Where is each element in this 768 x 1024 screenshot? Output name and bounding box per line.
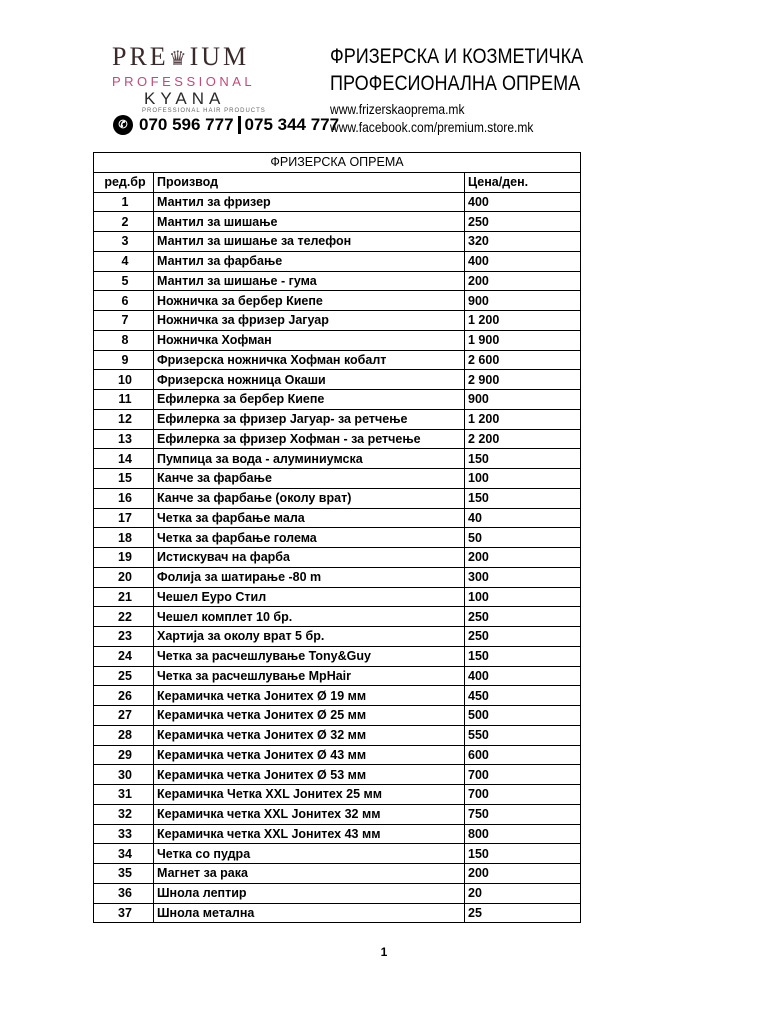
table-row bbox=[94, 232, 581, 252]
row-price: 1 900 bbox=[465, 330, 581, 350]
row-number: 26 bbox=[94, 686, 154, 706]
row-price: 450 bbox=[465, 686, 581, 706]
table-row bbox=[94, 350, 581, 370]
row-price: 200 bbox=[465, 548, 581, 568]
row-number: 25 bbox=[94, 666, 154, 686]
table-row bbox=[94, 291, 581, 311]
table-row bbox=[94, 311, 581, 331]
row-price: 320 bbox=[465, 232, 581, 252]
row-price: 150 bbox=[465, 488, 581, 508]
logo-premium-text: PRE♛IUM bbox=[112, 42, 250, 71]
document-header bbox=[0, 0, 768, 145]
table-row bbox=[94, 567, 581, 587]
row-number: 37 bbox=[94, 903, 154, 923]
row-product: Мантил за шишање - гума bbox=[154, 271, 465, 291]
table-row bbox=[94, 409, 581, 429]
row-product: Фризерска ножница Окаши bbox=[154, 370, 465, 390]
row-product: Четка за фарбање мала bbox=[154, 508, 465, 528]
logo-professional-text: PROFESSIONAL bbox=[112, 74, 256, 89]
crown-icon: ♛ bbox=[168, 48, 190, 70]
row-product: Ножничка Хофман bbox=[154, 330, 465, 350]
row-price: 250 bbox=[465, 627, 581, 647]
row-number: 2 bbox=[94, 212, 154, 232]
table-row bbox=[94, 271, 581, 291]
table-row bbox=[94, 804, 581, 824]
table-row bbox=[94, 449, 581, 469]
table-row bbox=[94, 706, 581, 726]
row-number: 32 bbox=[94, 804, 154, 824]
row-price: 2 200 bbox=[465, 429, 581, 449]
table-row bbox=[94, 429, 581, 449]
row-product: Керамичка четка XXL Јонитех 43 мм bbox=[154, 824, 465, 844]
table-title: ФРИЗЕРСКА ОПРЕМА bbox=[94, 153, 581, 173]
row-number: 27 bbox=[94, 706, 154, 726]
logo-kyana-text: KYANA bbox=[144, 89, 226, 108]
table-row bbox=[94, 844, 581, 864]
row-number: 13 bbox=[94, 429, 154, 449]
row-number: 15 bbox=[94, 469, 154, 489]
table-row bbox=[94, 785, 581, 805]
row-product: Керамичка четка Јонитех Ø 32 мм bbox=[154, 725, 465, 745]
row-product: Четка за фарбање голема bbox=[154, 528, 465, 548]
row-price: 250 bbox=[465, 607, 581, 627]
row-product: Мантил за шишање за телефон bbox=[154, 232, 465, 252]
row-number: 29 bbox=[94, 745, 154, 765]
row-number: 14 bbox=[94, 449, 154, 469]
table-row bbox=[94, 548, 581, 568]
row-number: 22 bbox=[94, 607, 154, 627]
table-row bbox=[94, 646, 581, 666]
table-row bbox=[94, 686, 581, 706]
table-row bbox=[94, 251, 581, 271]
table-row bbox=[94, 587, 581, 607]
table-row bbox=[94, 666, 581, 686]
row-price: 2 600 bbox=[465, 350, 581, 370]
row-product: Мантил за фризер bbox=[154, 192, 465, 212]
row-product: Чешел Еуро Стил bbox=[154, 587, 465, 607]
company-line-1: ФРИЗЕРСКА И КОЗМЕТИЧКА bbox=[330, 45, 584, 68]
row-price: 1 200 bbox=[465, 311, 581, 331]
row-number: 6 bbox=[94, 291, 154, 311]
row-product: Ефилерка за бербер Киепе bbox=[154, 390, 465, 410]
row-product: Ефилерка за фризер Хофман - за ретчење bbox=[154, 429, 465, 449]
table-row bbox=[94, 390, 581, 410]
row-product: Ножничка за бербер Киепе bbox=[154, 291, 465, 311]
row-number: 7 bbox=[94, 311, 154, 331]
row-price: 1 200 bbox=[465, 409, 581, 429]
row-price: 2 900 bbox=[465, 370, 581, 390]
row-product: Керамичка четка Јонитех Ø 43 мм bbox=[154, 745, 465, 765]
premium-logo bbox=[112, 44, 282, 115]
column-header-price: Цена/ден. bbox=[465, 172, 581, 192]
row-price: 300 bbox=[465, 567, 581, 587]
row-price: 200 bbox=[465, 864, 581, 884]
row-product: Пумпица за вода - алуминиумска bbox=[154, 449, 465, 469]
row-product: Керамичка четка Јонитех Ø 19 мм bbox=[154, 686, 465, 706]
row-price: 250 bbox=[465, 212, 581, 232]
table-row bbox=[94, 824, 581, 844]
table-row bbox=[94, 745, 581, 765]
price-table bbox=[93, 152, 581, 923]
table-title-row bbox=[94, 153, 581, 173]
row-price: 800 bbox=[465, 824, 581, 844]
facebook-link[interactable]: www.facebook.com/premium.store.mk bbox=[330, 119, 534, 135]
table-row bbox=[94, 765, 581, 785]
company-line-2: ПРОФЕСИОНАЛНА ОПРЕМА bbox=[330, 72, 581, 95]
table-row bbox=[94, 370, 581, 390]
row-number: 12 bbox=[94, 409, 154, 429]
row-price: 400 bbox=[465, 192, 581, 212]
row-price: 150 bbox=[465, 646, 581, 666]
table-row bbox=[94, 528, 581, 548]
row-price: 700 bbox=[465, 785, 581, 805]
row-number: 11 bbox=[94, 390, 154, 410]
row-product: Фолија за шатирање -80 m bbox=[154, 567, 465, 587]
phone-numbers bbox=[113, 115, 339, 135]
row-product: Ножничка за фризер Јагуар bbox=[154, 311, 465, 331]
table-body bbox=[94, 192, 581, 923]
table-row bbox=[94, 627, 581, 647]
row-product: Керамичка четка Јонитех Ø 25 мм bbox=[154, 706, 465, 726]
row-price: 900 bbox=[465, 291, 581, 311]
row-product: Ефилерка за фризер Јагуар- за ретчење bbox=[154, 409, 465, 429]
row-price: 500 bbox=[465, 706, 581, 726]
row-price: 600 bbox=[465, 745, 581, 765]
row-product: Четка за расчешлување Tony&Guy bbox=[154, 646, 465, 666]
row-number: 8 bbox=[94, 330, 154, 350]
row-product: Канче за фарбање bbox=[154, 469, 465, 489]
row-product: Керамичка четка Јонитех Ø 53 мм bbox=[154, 765, 465, 785]
row-price: 20 bbox=[465, 883, 581, 903]
row-number: 4 bbox=[94, 251, 154, 271]
phone-separator bbox=[238, 116, 241, 134]
row-product: Канче за фарбање (околу врат) bbox=[154, 488, 465, 508]
row-number: 21 bbox=[94, 587, 154, 607]
row-number: 31 bbox=[94, 785, 154, 805]
row-number: 18 bbox=[94, 528, 154, 548]
row-number: 34 bbox=[94, 844, 154, 864]
table-row bbox=[94, 725, 581, 745]
row-number: 23 bbox=[94, 627, 154, 647]
row-product: Мантил за шишање bbox=[154, 212, 465, 232]
row-number: 20 bbox=[94, 567, 154, 587]
row-product: Четка за расчешлување MpHair bbox=[154, 666, 465, 686]
row-number: 24 bbox=[94, 646, 154, 666]
table-row bbox=[94, 508, 581, 528]
row-price: 100 bbox=[465, 587, 581, 607]
table-header-row bbox=[94, 172, 581, 192]
row-price: 150 bbox=[465, 844, 581, 864]
row-product: Шнола метална bbox=[154, 903, 465, 923]
table-row bbox=[94, 864, 581, 884]
row-price: 550 bbox=[465, 725, 581, 745]
row-product: Магнет за рака bbox=[154, 864, 465, 884]
row-price: 900 bbox=[465, 390, 581, 410]
row-number: 3 bbox=[94, 232, 154, 252]
table-row bbox=[94, 330, 581, 350]
phone-number-2: 075 344 777 bbox=[244, 115, 340, 134]
row-product: Керамичка четка XXL Јонитех 32 мм bbox=[154, 804, 465, 824]
row-number: 36 bbox=[94, 883, 154, 903]
row-price: 400 bbox=[465, 251, 581, 271]
row-price: 200 bbox=[465, 271, 581, 291]
row-product: Хартија за околу врат 5 бр. bbox=[154, 627, 465, 647]
page-number: 1 bbox=[380, 945, 388, 959]
row-number: 10 bbox=[94, 370, 154, 390]
row-product: Чешел комплет 10 бр. bbox=[154, 607, 465, 627]
column-header-product: Производ bbox=[154, 172, 465, 192]
row-number: 5 bbox=[94, 271, 154, 291]
row-price: 50 bbox=[465, 528, 581, 548]
row-price: 40 bbox=[465, 508, 581, 528]
row-price: 150 bbox=[465, 449, 581, 469]
row-number: 35 bbox=[94, 864, 154, 884]
row-number: 17 bbox=[94, 508, 154, 528]
row-product: Фризерска ножничка Хофман кобалт bbox=[154, 350, 465, 370]
row-product: Истискувач на фарба bbox=[154, 548, 465, 568]
row-number: 30 bbox=[94, 765, 154, 785]
row-number: 1 bbox=[94, 192, 154, 212]
row-price: 25 bbox=[465, 903, 581, 923]
table-row bbox=[94, 469, 581, 489]
table-row bbox=[94, 903, 581, 923]
row-number: 33 bbox=[94, 824, 154, 844]
table-row bbox=[94, 212, 581, 232]
row-product: Шнола лептир bbox=[154, 883, 465, 903]
row-price: 700 bbox=[465, 765, 581, 785]
row-number: 16 bbox=[94, 488, 154, 508]
row-price: 400 bbox=[465, 666, 581, 686]
table-row bbox=[94, 488, 581, 508]
row-number: 28 bbox=[94, 725, 154, 745]
phone-icon: ✆ bbox=[113, 115, 133, 135]
row-product: Четка со пудра bbox=[154, 844, 465, 864]
table-row bbox=[94, 883, 581, 903]
row-product: Мантил за фарбање bbox=[154, 251, 465, 271]
column-header-number: ред.бр bbox=[94, 172, 154, 192]
row-number: 19 bbox=[94, 548, 154, 568]
row-price: 100 bbox=[465, 469, 581, 489]
website-link[interactable]: www.frizerskaoprema.mk bbox=[330, 101, 465, 117]
company-info bbox=[330, 43, 590, 136]
logo-hair-products-text: PROFESSIONAL HAIR PRODUCTS bbox=[142, 108, 266, 114]
row-number: 9 bbox=[94, 350, 154, 370]
phone-number-1: 070 596 777 bbox=[139, 115, 234, 134]
row-product: Керамичка Четка XXL Јонитех 25 мм bbox=[154, 785, 465, 805]
table-row bbox=[94, 607, 581, 627]
row-price: 750 bbox=[465, 804, 581, 824]
table-row bbox=[94, 192, 581, 212]
